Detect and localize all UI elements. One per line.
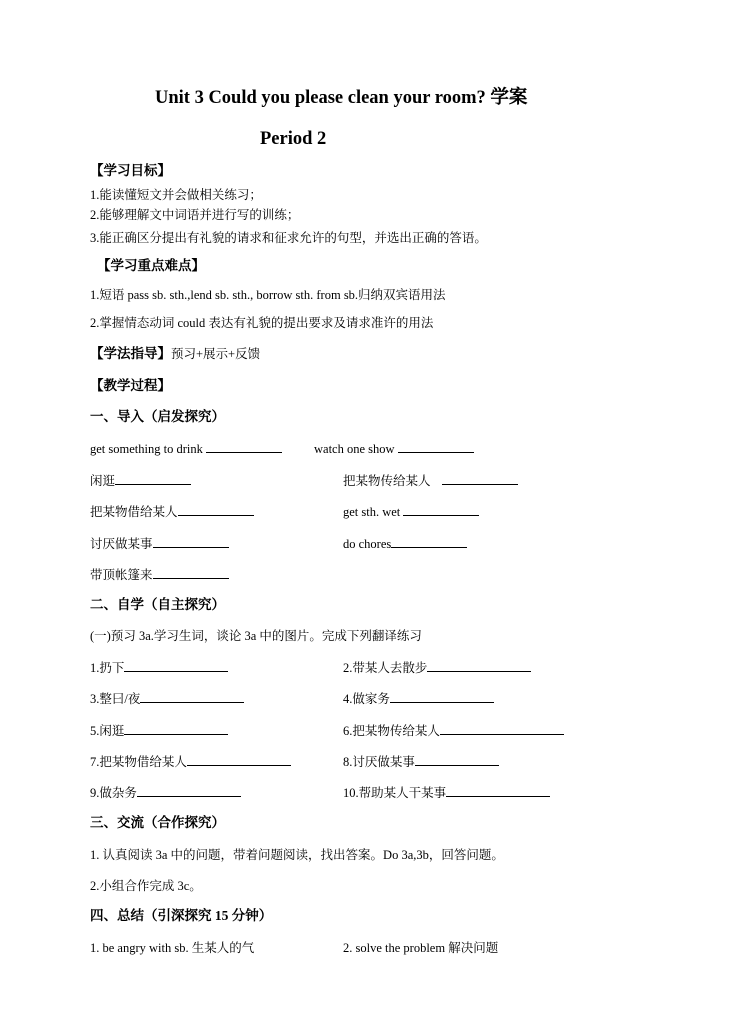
section1-row bbox=[90, 440, 282, 457]
answer-blank[interactable] bbox=[440, 722, 564, 735]
section1-row bbox=[314, 440, 474, 457]
key-points-heading: 【学习重点难点】 bbox=[97, 258, 205, 273]
section2-heading: 二、自学（自主探究） bbox=[90, 597, 225, 612]
answer-blank[interactable] bbox=[206, 440, 282, 453]
answer-blank[interactable] bbox=[153, 535, 229, 548]
translation-item bbox=[343, 690, 494, 707]
item-label: 8.讨厌做某事 bbox=[343, 755, 415, 769]
method-text: 预习+展示+反馈 bbox=[171, 347, 261, 361]
section1-row bbox=[343, 535, 467, 552]
translation-item bbox=[90, 659, 228, 676]
key-point-item: 1.短语 pass sb. sth.,lend sb. sth., borrow sth. from sb.归纳双宾语用法 bbox=[90, 288, 446, 302]
section3-item: 2.小组合作完成 3c。 bbox=[90, 879, 202, 893]
translation-item bbox=[343, 722, 564, 739]
answer-blank[interactable] bbox=[153, 566, 229, 579]
phrase: 讨厌做某事 bbox=[90, 537, 153, 551]
item-label: 3.整曰/夜 bbox=[90, 692, 141, 706]
document-title: Unit 3 Could you please clean your room? 学案 bbox=[155, 88, 528, 108]
section1-row bbox=[90, 503, 254, 520]
answer-blank[interactable] bbox=[124, 722, 228, 735]
section1-row bbox=[343, 472, 518, 489]
process-heading: 【教学过程】 bbox=[90, 378, 171, 393]
section1-row bbox=[90, 566, 229, 583]
phrase: 闲逛 bbox=[90, 474, 116, 488]
section1-heading: 一、导入（启发探究） bbox=[90, 409, 225, 424]
answer-blank[interactable] bbox=[187, 753, 291, 766]
translation-item bbox=[90, 722, 228, 739]
objectives-heading: 【学习目标】 bbox=[90, 163, 171, 178]
section1-row bbox=[343, 503, 479, 520]
section3-heading: 三、交流（合作探究） bbox=[90, 815, 225, 830]
method-line bbox=[90, 346, 260, 362]
answer-blank[interactable] bbox=[178, 503, 254, 516]
answer-blank[interactable] bbox=[442, 472, 518, 485]
answer-blank[interactable] bbox=[427, 659, 531, 672]
section4-heading: 四、总结（引深探究 15 分钟） bbox=[90, 908, 273, 923]
translation-item bbox=[343, 784, 550, 801]
phrase: watch one show bbox=[314, 442, 395, 456]
item-label: 7.把某物借给某人 bbox=[90, 755, 187, 769]
translation-item bbox=[90, 690, 244, 707]
phrase: do chores bbox=[343, 537, 392, 551]
answer-blank[interactable] bbox=[446, 784, 550, 797]
summary-item: 1. be angry with sb. 生某人的气 bbox=[90, 941, 255, 955]
objective-item: 3.能正确区分提出有礼貌的请求和征求允许的句型，并选出正确的答语。 bbox=[90, 231, 487, 245]
answer-blank[interactable] bbox=[124, 659, 228, 672]
translation-item bbox=[343, 659, 531, 676]
method-heading: 【学法指导】 bbox=[90, 346, 171, 361]
answer-blank[interactable] bbox=[391, 535, 467, 548]
item-label: 1.扔下 bbox=[90, 661, 125, 675]
answer-blank[interactable] bbox=[415, 753, 499, 766]
answer-blank[interactable] bbox=[115, 472, 191, 485]
translation-item bbox=[90, 784, 241, 801]
phrase: get something to drink bbox=[90, 442, 203, 456]
answer-blank[interactable] bbox=[398, 440, 474, 453]
item-label: 5.闲逛 bbox=[90, 724, 125, 738]
item-label: 10.帮助某人干某事 bbox=[343, 786, 447, 800]
summary-item: 2. solve the problem 解决问题 bbox=[343, 941, 499, 955]
answer-blank[interactable] bbox=[390, 690, 494, 703]
answer-blank[interactable] bbox=[140, 690, 244, 703]
phrase: 把某物借给某人 bbox=[90, 505, 178, 519]
item-label: 9.做杂务 bbox=[90, 786, 137, 800]
item-label: 4.做家务 bbox=[343, 692, 390, 706]
section3-item: 1. 认真阅读 3a 中的问题，带着问题阅读，找出答案。Do 3a,3b，回答问题。 bbox=[90, 848, 504, 862]
objective-item: 1.能读懂短文并会做相关练习； bbox=[90, 188, 262, 202]
translation-item bbox=[343, 753, 499, 770]
answer-blank[interactable] bbox=[403, 503, 479, 516]
item-label: 2.带某人去散步 bbox=[343, 661, 428, 675]
phrase: 带顶帐篷来 bbox=[90, 568, 153, 582]
section1-row bbox=[90, 535, 229, 552]
item-label: 6.把某物传给某人 bbox=[343, 724, 440, 738]
translation-item bbox=[90, 753, 291, 770]
section2-intro: (一)预习 3a.学习生词，谈论 3a 中的图片。完成下列翻译练习 bbox=[90, 629, 422, 643]
period-subtitle: Period 2 bbox=[260, 129, 327, 149]
objective-item: 2.能够理解文中词语并进行写的训练； bbox=[90, 208, 300, 222]
key-point-item: 2.掌握情态动词 could 表达有礼貌的提出要求及请求准许的用法 bbox=[90, 316, 434, 330]
phrase: 把某物传给某人 bbox=[343, 474, 431, 488]
phrase: get sth. wet bbox=[343, 505, 401, 519]
answer-blank[interactable] bbox=[137, 784, 241, 797]
section1-row bbox=[90, 472, 191, 489]
